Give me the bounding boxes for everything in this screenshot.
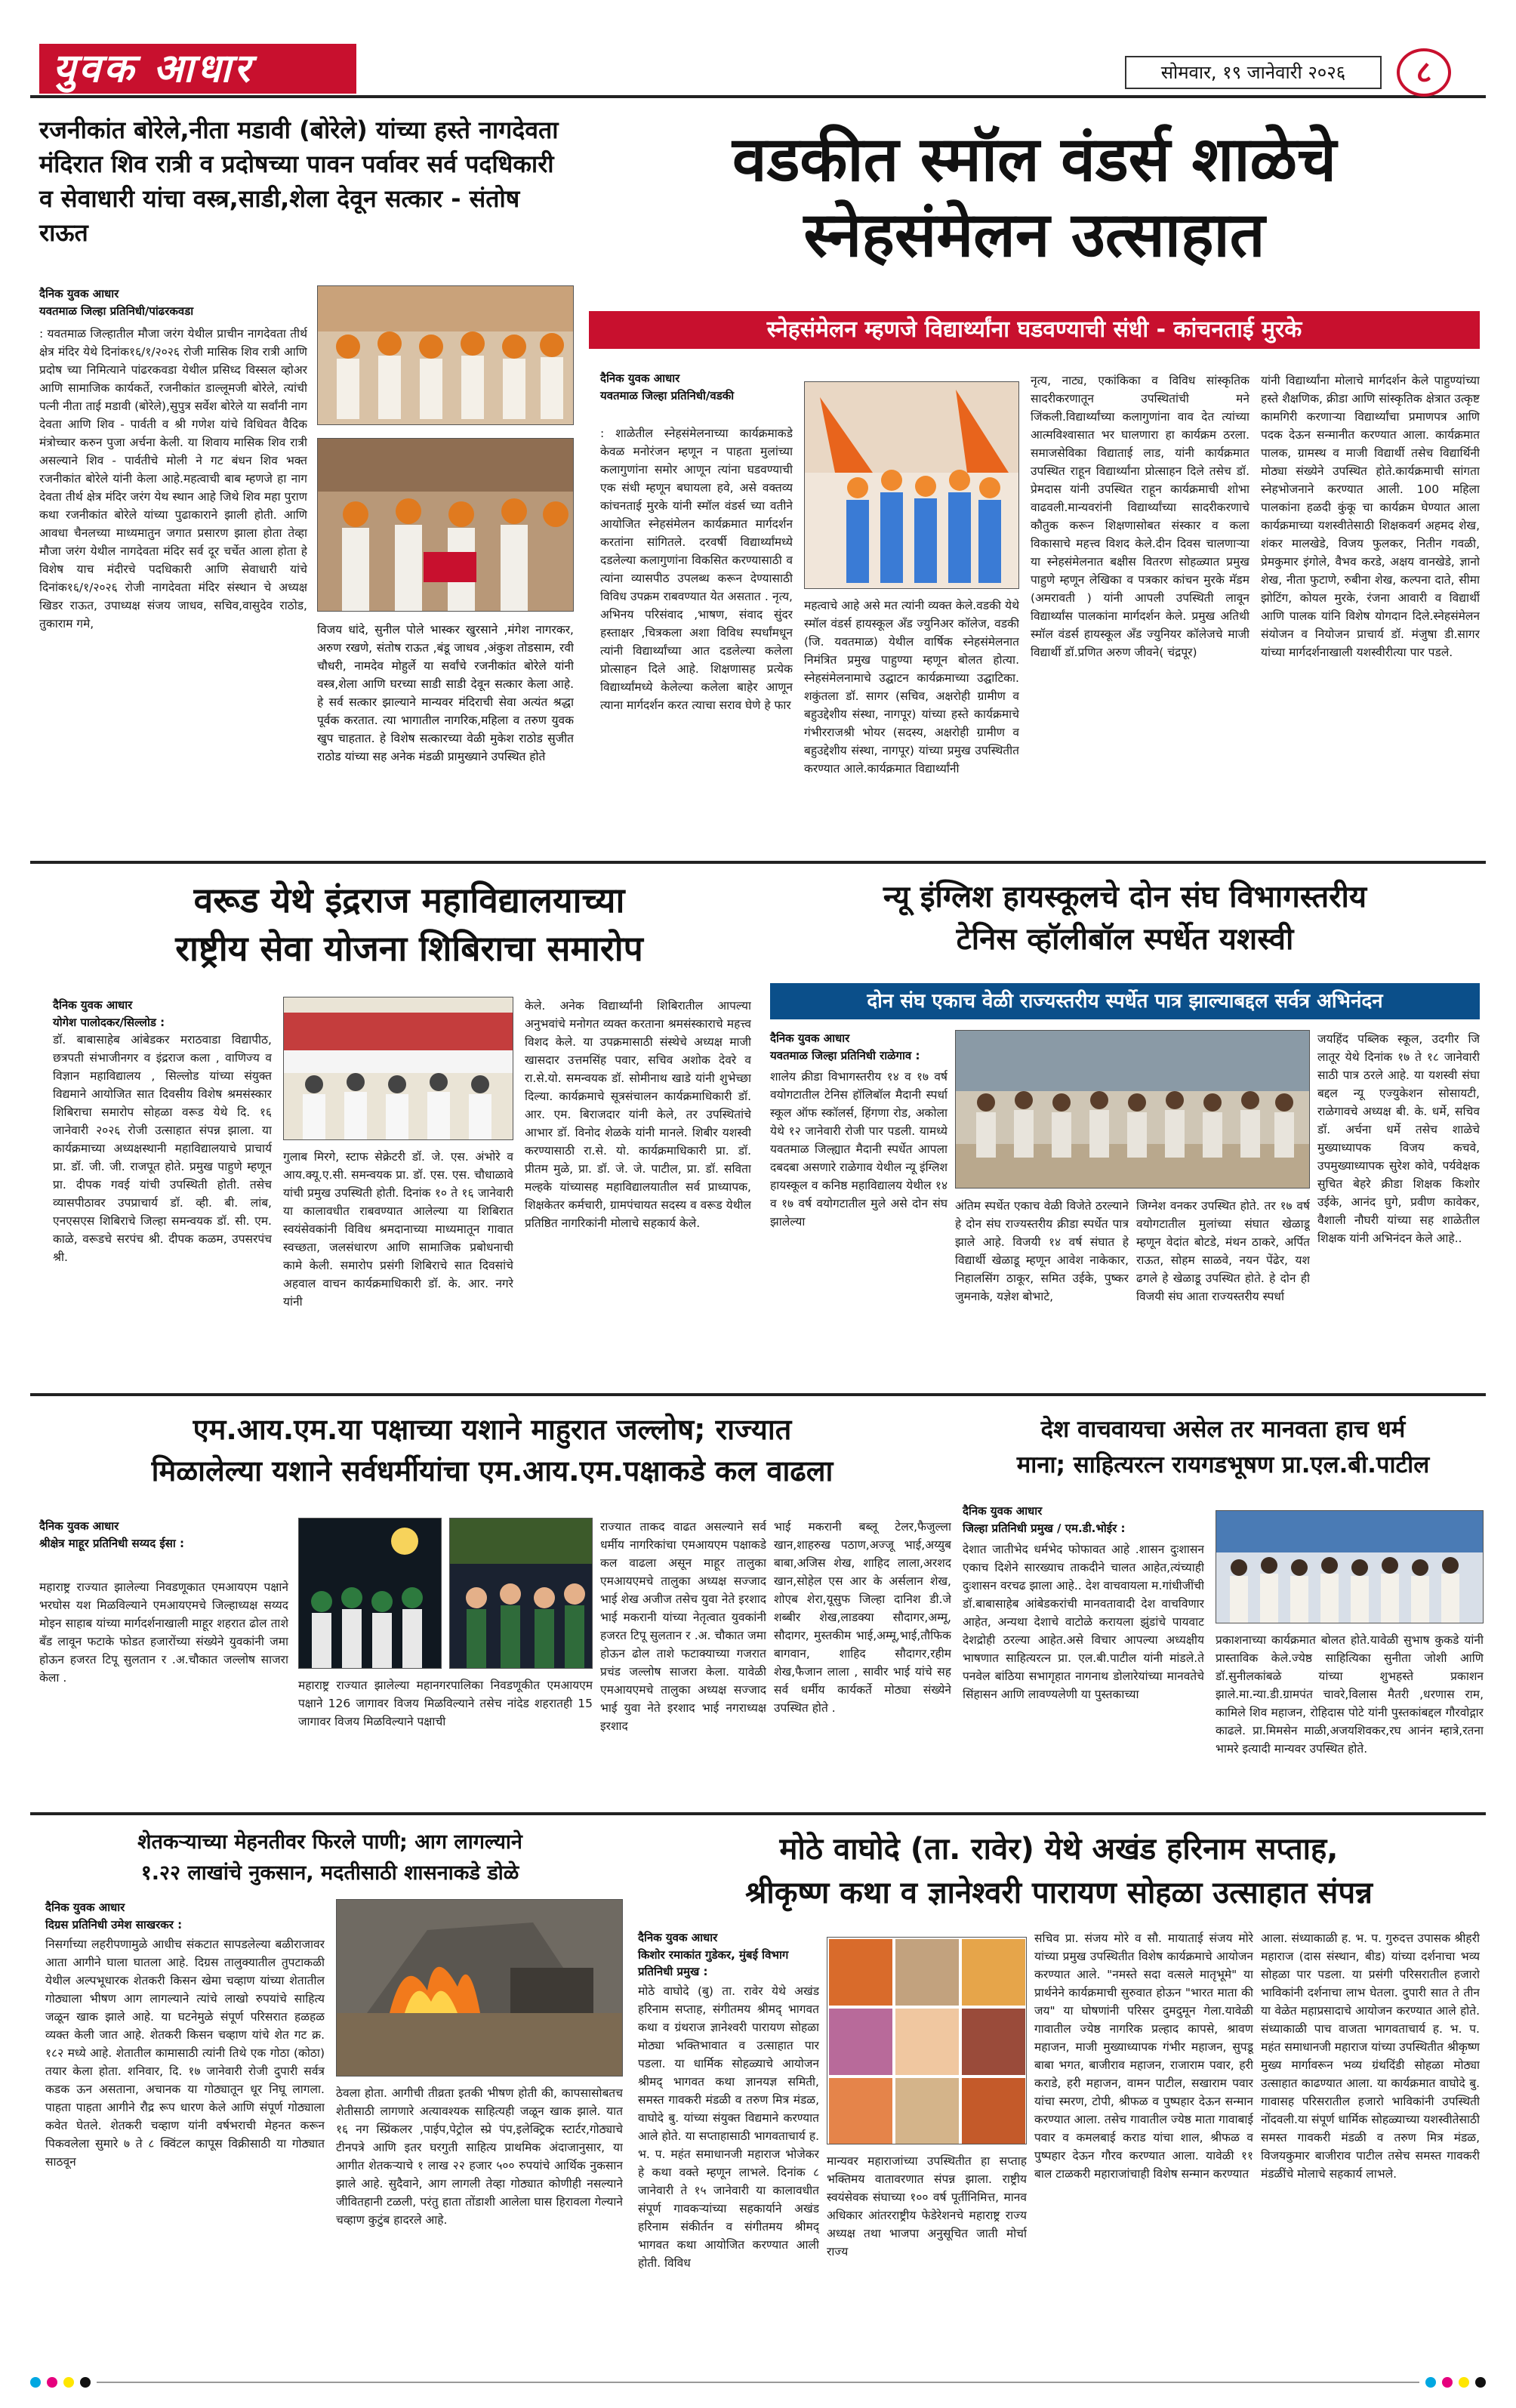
article5-byline-place: श्रीक्षेत्र माहूर प्रतिनिधी सय्यद ईसा :: [39, 1536, 185, 1550]
article1-body: : यवतमाळ जिल्हातील मौजा जरंग येथील प्राचीन नागदेवता तीर्थ क्षेत्र मंदिर येथे दिनांक१६/१/२०२६ रोजी मासिक शिव रात्री आणि प्रदोष च्या निमित्याने पांढरकवडा येथील प्रसिध्द विस्सल व्होअर आणि सामाजिक कार्यकर्ते, रजनीकांत डाल्लूमजी बोरेले, त्यांची पत्नी नीता ताई मडावी (बोरेले),सुपुत्र सर्वेश बोरेले या सर्वांनी नाग देवता आणि शिव - पार्वती व श्री गणेश यांचे विधिवत वैदिक मंत्रोच्चार करुन पुजा अर्चना केली. या शिवाय मासिक शिव रात्री असल्याने शिव - पार्वतीचे मोली ने गट बंधन शिव भक्त रजनीकांत बोरेले यांनी केला आहे.महत्वाची बाब म्हणजे हा नाग देवता तीर्थ क्षेत्र मंदिर जरंग येथ स्थान आहे जिथे शिव महा पुराण कथा रजनीकांत बोरेले यांच्या पुढाकाराने झाली होती. आणि आवधा चैनलच्या माध्यमातुन जगात प्रसारण झाला होता तेव्हा मौजा जरंग येथील नागदेवता मंदिर सर्व दूर चर्चेत आला होता हे विशेष याच मंदीरचे पदधिकारी आणि सेवाधारी यांचे दिनांक१६/१/२०२६ रोजी नागदेवता मंदिर संस्थान चे अध्यक्ष खिडर राऊत, उपाध्यक्ष संजय जाधव, सचिव,वासुदेव राठोड, तुकाराम गमे,: [39, 327, 307, 631]
article4-col4: जयहिंद पब्लिक स्कूल, उदगीर जि लातूर येथे दिनांक १७ ते १८ जानेवारी साठी पात्र ठरले आहे. या यशस्वी संघा बद्दल न्यू एज्युकेशन सोसायटी, राळेगावचे अध्यक्ष बी. के. धर्मे, सचिव डॉ. अर्चना धर्मे तसेच शाळेचे मुख्याध्यापक विजय कचवे, उपमुख्याध्यापक सुरेश कोवे, पर्यवेक्षक सुचित बेहरे क्रीडा शिक्षक किशोर उईके, आनंद घुगे, प्रवीण कावेकर, वैशाली नौघरी यांच्या सह शाळेतील शिक्षक यांनी अभिनंदन केले आहे..: [1317, 1032, 1480, 1246]
newspaper-logo: युवक आधार: [39, 44, 356, 94]
article2-col1: : शाळेतील स्नेहसंमेलनाच्या कार्यक्रमाकडे केवळ मनोरंजन म्हणून न पाहता मुलांच्या कलागुणांना समोर आणून त्यांना घडवण्याची एक संधी म्हणून बघायला हवे, असे वक्तव्य कांचनताई मुरके यांनी स्मॉल वंडर्स च्या वतीने आयोजित स्नेहसंमेलन कार्यक्रमात मार्गदर्शन करतांना सांगितले. दरवर्षी विद्यार्थ्यांमध्ये दडलेल्या कलागुणांना विकसित करण्यासाठी व त्यांना व्यासपीठ उपलब्ध करून देण्यासाठी विविध उपक्रम राबवण्यात येत असतात . नृत्य, अभिनय परिसंवाद ,भाषण, संवाद सुंदर हस्ताक्षर ,चित्रकला अशा विविध स्पर्धांमधून त्यांनी विद्यार्थ्यांच्या आत दडलेल्या कलेला प्रोत्साहन दिले आहे. शिक्षणासह प्रत्येक विद्यार्थ्यांमध्ये केलेल्या कलेला बाहेर आणून त्याना मार्गदर्शन करत त्याचा सराव घेणे हे फार: [600, 427, 793, 713]
article8-byline-place: किशोर रमाकांत गुडेकर, मुंबई विभाग प्रतिनिधी प्रमुख :: [638, 1947, 789, 1978]
article6-headline-line1: देश वाचवायचा असेल तर मानवता हाच धर्म: [1040, 1416, 1406, 1443]
article5-col2: महाराष्ट्र राज्यात झालेल्या महानगरपालिका निवडणूकीत एमआयएम पक्षाने 126 जागावर विजय मिळविल्याने तसेच नांदेड शहरातही 15 जागावर विजय मिळविल्याने पक्षाची: [298, 1679, 593, 1729]
article1-continued: विजय धांदे, सुनील पोले भास्कर खुरसाने ,मंगेश नागरकर, अरुण रखणे, संतोष राऊत ,बंडू जाधव ,अंकुश तोडसाम, रवी चौधरी, नामदेव मोहुर्ले या सर्वांचे रजनीकांत बोरेले यांनी वस्त्र,शेला आणि घरच्या साडी साडी देवून सत्कार केला आहे. हे सर्व सत्कार झाल्याने मान्यवर मंदिराची सेवा अत्यंत श्रद्धा पूर्वक करतात. त्या भागातील नागरिक,महिला व तरुण युवक खुप चाहतात. हे विशेष सत्कारच्या वेळी मुकेश राठोड सुजीत राठोड यांच्या सह अनेक मंडळी प्रामुख्याने उपस्थित होते: [317, 623, 574, 764]
article2-byline-paper: दैनिक युवक आधार: [600, 372, 680, 385]
article8-col4: आला. संध्याकाळी ह. भ. प. गुरुदत्त उपासक श्रीहरी महाराज (दास संस्थान, बीड) यांच्या दर्शनाचा भव्य सोहळा पार पडला. या प्रसंगी परिसरातील हजारो भाविकांनी दर्शनाचा लाभ घेतला. दुपारी सात ते तीन या वेळेत महाप्रसादाचे आयोजन करण्यात आले होते. संध्याकाळी पाच वाजता भागवताचार्य ह. भ. प. महंत समाधानजी महाराज यांच्या उपस्थितीत श्रीकृष्ण मुख्य मार्गावरून भव्य ग्रंथदिंडी सोहळा मोठ्या उत्साहात काढण्यात आला. या कार्यक्रमात वाघोदे बु. गावासह परिसरातील हजारो भाविकांनी उपस्थिती नोंदवली.या संपूर्ण धार्मिक सोहळ्याच्या यशस्वीतेसाठी समस्त गावकरी मंडळी व तरुण मित्र मंडळ, विजयकुमार बाजीराव पाटील तसेच समस्त गावकरी मंडळींचे मोलाचे सहकार्य लाभले.: [1261, 1932, 1480, 2181]
article8-headline-line2: श्रीकृष्ण कथा व ज्ञानेश्वरी पारायण सोहळा उत्साहात संपन्न: [745, 1876, 1373, 1910]
article6-byline-place: जिल्हा प्रतिनिधी प्रमुख / एम.डी.भोईर :: [963, 1521, 1126, 1535]
article8-col3: सचिव प्रा. संजय मोरे व सौ. मायाताई संजय मोरे यांच्या प्रमुख उपस्थितीत विशेष कार्यक्रमाचे आयोजन करण्यात आले. "नमस्ते सदा वत्सले मातृभूमे" या प्रार्थनेने कार्यक्रमाची सुरुवात होऊन "भारत माता की जय" या घोषणांनी परिसर दुमदुमून गेला.यावेळी गावातील ज्येष्ठ नागरिक प्रल्हाद कापसे, श्रावण महाजन, माजी मुख्याध्यापक गंभीर महाजन, सुपडू बाबा भगत, बाजीराव महाजन, राजाराम पवार, हरी कराडे, हरी महाजन, वामन पाटील, सखाराम पवार यांचा स्मरण, टोपी, श्रीफळ व पुष्पहार देऊन सन्मान करण्यात आला. तसेच गावातील ज्येष्ठ माता गावाबाई पवार व कमलबाई कराड यांचा शाल, श्रीफळ व पुष्पहार देऊन गौरव करण्यात आला. यावेळी ११ बाल टाळकरी महाराजांचाही विशेष सन्मान करण्यात: [1034, 1932, 1253, 2181]
article5-col1: महाराष्ट्र राज्यात झालेल्या निवडणूकात एमआयएम पक्षाने भरघोस यश मिळविल्याने एमआयएमचे जिल्हाध्यक्ष सय्यद मोइन साहाब यांच्या मार्गदर्शनाखाली माहूर शहरात ढोल ताशे बँड लावून फटाके फोडत हजारोंच्या संख्येने युवकांनी जमा होऊन हजरत टिपू सुलतान र .अ.चौकात जल्लोष साजरा केला .: [39, 1580, 288, 1685]
registration-rule: [97, 2382, 1419, 2383]
article8-headline-line1: मोठे वाघोदे (ता. रावेर) येथे अखंड हरिनाम सप्ताह,: [779, 1832, 1339, 1867]
article6-col1: देशात जातीभेद धर्मभेद फोफावत आहे .शासन दुःशासन एकाच दिशेने सारख्याच ताकदीने चालत आहेत,त्यंच्याही दुःशासन वरचढ झाला आहे.. देश वाचवायला म.गांधीजींची डॉ.बाबासाहेब आंबेडकरांची मानवतावादी देश वाचविणार आहेत, अन्यथा देशाचे वाटोळे करायला झुंडांचे पायवाट देशद्रोही ठरल्या आहेत.असे विचार आपल्या अध्यक्षीय भाषणात साहित्यरत्न प्रा. एल.बी.पाटील यांनी मांडले.ते पनवेल बांठिया सभागृहात नागनाथ डोलारेयांच्या मानवतेचे सिंहासन आणि लावण्यलेणी या पुस्तकाच्या: [963, 1543, 1204, 1702]
article8-col2: मान्यवर महाराजांच्या उपस्थितीत हा सप्ताह भक्तिमय वातावरणात संपन्न झाला. राष्ट्रीय स्वयंसेवक संघाच्या १०० वर्ष पूर्तीनिमित्त, मानव अधिकार आंतरराष्ट्रीय फेडेरेशनचे महाराष्ट्र राज्य अध्यक्ष तथा भाजपा अनुसूचित जाती मोर्चा राज्य: [827, 2154, 1027, 2259]
article8-col1: मोठे वाघोदे (बु) ता. रावेर येथे अखंड हरिनाम सप्ताह, संगीतमय श्रीमद् भागवत कथा व ग्रंथराज ज्ञानेश्वरी पारायण सोहळा मोठ्या भक्तिभावात व उत्साहात पार पडला. या धार्मिक सोहळ्याचे आयोजन श्रीमद् भागवत कथा ज्ञानयज्ञ समिती, समस्त गावकरी मंडळी व तरुण मित्र मंडळ, वाघोदे बु. यांच्या संयुक्त विद्यमाने करण्यात आले होते. या सप्ताहासाठी भागवताचार्य ह. भ. प. महंत समाधानजी महाराज भोजेकर हे कथा वक्ते म्हणून लाभले. दिनांक ८ जानेवारी ते १५ जानेवारी या कालावधीत संपूर्ण गावकऱ्यांच्या सहकार्याने अखंड हरिनाम संकीर्तन व संगीतमय श्रीमद् भागवत कथा आयोजित करण्यात आली होती. विविध: [638, 1984, 819, 2271]
article7-byline-paper: दैनिक युवक आधार: [45, 1901, 125, 1914]
article4-headline-line2: टेनिस व्हॉलीबॉल स्पर्धेत यशस्वी: [956, 922, 1294, 957]
article7-col1: निसर्गाच्या लहरीपणामुळे आधीच संकटात सापडलेल्या बळीराजावर आता आगीने घाला घातला आहे. दिग्रस तालुक्यातील तुपटाकळी येथील अल्पभूधारक शेतकरी किसन खेमा चव्हाण यांच्या शेतातील गोठ्याला भीषण आग लागल्याने त्यांचे लाखो रुपयांचे साहित्य जळून खाक झाले आहे. या घटनेमुळे संपूर्ण परिसरात हळहळ व्यक्त केली जात आहे. शेतकरी किसन चव्हाण यांचे शेत गट क्र. १८२ मध्ये आहे. शेतातील कामासाठी त्यांनी तिथे एक गोठा (कोठा) तयार केला होता. शनिवार, दि. १७ जानेवारी रोजी दुपारी सर्वत्र कडक ऊन असताना, अचानक या गोठ्यातून धूर निघू लागला. पाहता पाहता आगीने रौद्र रूप धारण केले आणि संपूर्ण गोठ्याला कवेत घेतले. शेतकरी चव्हाण यांनी वर्षभराची मेहनत करून पिकवलेला सुमारे ७ ते ८ क्विंटल कापूस विक्रीसाठी या गोठ्यात साठवून: [45, 1938, 325, 2169]
article6-headline: [963, 1412, 1484, 1482]
registration-mark-yellow: [63, 2377, 74, 2388]
article8-headline: [638, 1827, 1480, 1915]
article3-col3: केले. अनेक विद्यार्थ्यांनी शिबिरातील आपल्या अनुभवांचे मनोगत व्यक्त करताना श्रमसंस्काराचे महत्त्व विशद केले. या उपक्रमासाठी संस्थेचे अध्यक्ष माजी खासदार उत्तमसिंह पवार, सचिव अशोक देवरे व रा.से.यो. समन्वयक डॉ. सोमीनाथ खाडे यांनी शुभेच्छा दिल्या. कार्यक्रमाचे सूत्रसंचालन कार्यक्रमाधिकारी डॉ. आर. एम. बिराजदार यांनी केले, तर उपस्थितांचे आभार डॉ. विनोद शेळके यांनी मानले. शिबीर यशस्वी करण्यासाठी रा.से. यो. कार्यक्रमाधिकारी प्रा. डॉ. प्रीतम मुळे, प्रा. डॉ. जे. जे. पाटील, प्रा. डॉ. सविता मल्हके यांच्यासह महाविद्यालयातील सर्व प्राध्यापक, शिक्षकेतर कर्मचारी, ग्रामपंचायत सदस्य व वरूड येथील प्रतिष्ठित नागरिकांनी मोलाचे सहकार्य केले.: [525, 999, 751, 1231]
article4-col1: शालेय क्रीडा विभागस्तरीय १४ व १७ वर्ष वयोगटातील टेनिस हॉलिबॉल मैदानी स्पर्धा स्कूल ऑफ स्कॉलर्स, हिंगणा रोड, अकोला येथे १२ जानेवारी रोजी पार पडली. यामध्ये यवतमाळ जिल्ह्यात मैदानी स्पर्धेत आपला दबदबा असणारे राळेगाव येथील न्यू इंग्लिश हायस्कूल व कनिष्ठ महाविद्यालय येथील १४ व १७ वर्ष वयोगटातील मुले असे दोन संघ झालेल्या: [770, 1070, 948, 1229]
page-number: ८: [1397, 48, 1451, 97]
article4-byline-paper: दैनिक युवक आधार: [770, 1031, 850, 1045]
article2-subhead: स्नेहसंमेलन म्हणजे विद्यार्थ्यांना घडवण्याची संधी - कांचनताई मुरके: [589, 311, 1480, 349]
registration-mark-black: [80, 2377, 91, 2388]
section-divider-3: [30, 1812, 1486, 1815]
article7-col2: ठेवला होता. आगीची तीव्रता इतकी भीषण होती की, कापसासोबतच शेतीसाठी लागणारे अत्यावश्यक साहित्यही जळून खाक झाले. यात १६ नग स्प्रिंकलर ,पाईप,पेट्रोल स्प्रे पंप,इलेक्ट्रिक स्टार्टर,गोठ्याचे टीनपत्रे आणि इतर घरगुती साहित्य प्राथमिक अंदाजानुसार, या आगीत शेतकऱ्याचे १ लाख २२ हजार ५०० रुपयांचे आर्थिक नुकसान झाले आहे. सुदैवाने, आग लागली तेव्हा गोठ्यात कोणीही नसल्याने जीवितहानी टळली, परंतु हाता तोंडाशी आलेला घास हिरावला गेल्याने चव्हाण कुटुंब हादरले आहे.: [336, 2086, 623, 2228]
article7-photo: [336, 1899, 623, 2077]
article5-headline-line1: एम.आय.एम.या पक्षाच्या यशाने माहुरात जल्लोष; राज्यात: [193, 1413, 792, 1446]
article1-byline-place: यवतमाळ जिल्हा प्रतिनिधी/पांढरकवडा: [39, 304, 194, 318]
article5-byline-paper: दैनिक युवक आधार: [39, 1519, 119, 1533]
article4-headline: [770, 876, 1480, 960]
article2-headline: [589, 122, 1480, 273]
article8-photo-collage: [827, 1937, 1027, 2144]
article4-col2: अंतिम स्पर्धेत एकाच वेळी विजेते ठरल्याने हे दोन संघ राज्यस्तरीय क्रीडा स्पर्धेत पात्र झाले आहे. विजयी १४ वर्ष संघात हे विद्यार्थी खेळाडू म्हणून आवेश नाकेकार, निहालसिंग ठाकूर, समित उईके, पुष्कर जुमनाके, यज्ञेश बोभाटे,: [955, 1199, 1129, 1304]
registration-mark-magenta: [47, 2377, 57, 2388]
article7-headline-line2: १.२२ लाखांचे नुकसान, मदतीसाठी शासनाकडे डोळे: [140, 1861, 519, 1885]
article5-byline: [39, 1518, 288, 1552]
article1-headline: रजनीकांत बोरेले,नीता मडावी (बोरेले) यांच्या हस्ते नागदेवता मंदिरात शिव रात्री व प्रदोषच्या पावन पर्वावर सर्व पदधिकारी व सेवाधारी यांचा वस्त्र,साडी,शेला देवून सत्कार - संतोष राऊत: [39, 116, 559, 248]
issue-date: सोमवार, १९ जानेवारी २०२६: [1125, 56, 1382, 89]
article2-col4: यांनी विद्यार्थ्यांना मोलाचे मार्गदर्शन केले पाहुण्यांच्या हस्ते शैक्षणिक, क्रीडा आणि सांस्कृतिक क्षेत्रात उत्कृष्ट कामगिरी करणाऱ्या विद्यार्थ्यांचा प्रमाणपत्र आणि पदक देऊन सन्मानीत करण्यात आला. कार्यक्रमात पालक, ग्रामस्थ व माजी विद्यार्थी तसेच विद्यार्थिनी मोठ्या संख्येने उपस्थित होते.कार्यक्रमाची सांगता स्नेहभोजनाने करण्यात आली. 100 महिला पालकांना हळदी कुंकू चा कार्यक्रम घेण्यात आला कार्यक्रमाच्या यशस्वीतेसाठी शिक्षकवर्ग अहमद शेख, शंकर मालखेडे, विजय फुलकर, नितीन गवळी, प्रेमकुमार इंगोले, वैभव करडे, अक्षय वानखेडे, ज्ञानो शेख, नीता फुटाणे, रुबीना शेख, कल्पना दाते, सीमा झोटिंग, कोयल मुरके, रंजना आवारी व विद्यार्थी आणि पालक यांनि विशेष योगदान दिले.स्नेहसंमेलन संयोजन व नियोजन प्राचार्य डॉ. मंजुषा डी.सागर यांच्या मार्गदर्शनाखाली यशस्वीरीत्या पार पडले.: [1261, 374, 1480, 660]
article2-col2: महत्वाचे आहे असे मत त्यांनी व्यक्त केले.वडकी येथे स्मॉल वंडर्स हायस्कूल अँड ज्युनिअर कॉलेज, वडकी (जि. यवतमाळ) येथील वार्षिक स्नेहसंमेलनात निमंत्रित प्रमुख पाहुण्या म्हणून बोलत होत्या. स्नेहसंमेलनामाचे उद्घाटन कार्यक्रमाच्या उद्घाटिका. शकुंतला डॉ. सागर (सचिव, अक्षरोही ग्रामीण व बहुउद्देशीय संस्था, नागपूर) यांच्या हस्ते कार्यक्रमाचे गंभीरराजश्री भोयर (सदस्य, अक्षरोही ग्रामीण व बहुउद्देशीय संस्था, नागपूर) यांच्या प्रमुख उपस्थितीत करण्यात आले.कार्यक्रमात विद्यार्थ्यांनी: [804, 599, 1019, 776]
article4-byline-place: यवतमाळ जिल्हा प्रतिनिधी राळेगाव :: [770, 1048, 920, 1062]
article6-col2: प्रकाशनाच्या कार्यक्रमात बोलत होते.यावेळी सुभाष कुकडे यांनी प्रास्ताविक केले.ज्येष्ठ साहित्यिका सुनीता जोशी आणि डॉ.सुनीलकांबळे यांच्या शुभहस्ते प्रकाशन झाले.मा.न्या.डी.ग्रामपंत चावरे,विलास मैतरी ,धरणास राम, कामिले शिव महाजन, रोहिदास पोटे यांनी पुस्तकांबद्दल गौरवोद्गार काढले. प्रा.मिमसेन माळी,अजयशिवकर,रघ आनंन म्हात्रे,रतना भामरे इत्यादी मान्यवर उपस्थित होते.: [1216, 1633, 1484, 1756]
article7-headline-line1: शेतकऱ्याच्या मेहनतीवर फिरले पाणी; आग लागल्याने: [137, 1830, 522, 1854]
article3-headline: [39, 876, 779, 973]
registration-mark-black-2: [1475, 2377, 1486, 2388]
article5-headline: [39, 1409, 945, 1492]
article5-col3: राज्यात ताकद वाढत असल्याने सर्व धर्मीय नागरिकांचा एमआयएम पक्षाकडे कल वाढला असून माहूर तालुका एमआयएमचे तालुका अध्यक्ष सज्जाद भाई शेख अजीज तसेच युवा नेते इरशाद भाई मकरानी यांच्या नेतृत्वात युवकांनी हजरत टिपू सुलतान र .अ. चौकात जमा होऊन ढोल ताशे फटाक्याच्या गजरात प्रचंड जल्लोष साजरा केला. यावेळी एमआयएमचे तालुका अध्यक्ष सज्जाद भाई युवा नेते इरशाद भाई नगराध्यक्ष इरशाद: [600, 1520, 766, 1734]
article5-col4: भाई मकरानी बब्लू टेलर,फैजुल्ला खान,शाहरुख पठाण,अज्जू भाई,अय्युब बाबा,अजिस शेख, शाहिद लाला,अरशद खान,सोहेल एस आर के अर्सलान शेख, शोएब शेरा,यूसुफ जिल्हा दानिश डी.जे शब्बीर शेख,लाडक्या सौदागर,अम्मू, सौदागर, मुस्तकीम भाई,अम्मू,भाई,तौफिक बागवान, शाहिद सौदागर,रहीम शेख,फैजान लाला , सावीर भाई यांचे सह सर्व धर्मीय कार्यकर्ते मोठ्या संख्येने उपस्थित होते .: [774, 1520, 951, 1716]
registration-mark-cyan: [30, 2377, 41, 2388]
article5-photo: [298, 1518, 442, 1669]
article2-col3: नृत्य, नाट्य, एकांकिका व विविध सांस्कृतिक सादरीकरणातून उपस्थितांची मने जिंकली.विद्यार्थ्यांच्या कलागुणांना वाव देत त्यांच्या आत्मविश्वासात भर घालणारा हा कार्यक्रम ठरला. समाजसेविका विद्याताई लाड, यांनी कार्यक्रमात उपस्थित राहून विद्यार्थ्यांना प्रोत्साहन दिले तसेच डॉ. प्रेमदास यांनी उपस्थित राहून कार्यक्रमाची शोभा वाढवली.मान्यवरांनी विद्यार्थ्यांच्या सादरीकरणाचे कौतुक करून शिक्षणासोबत संस्कार व कला विकासाचे महत्त्व विशद केले.दीन दिवस चालणाऱ्या या स्नेहसंमेलनात बक्षीस वितरण सोहळ्यात प्रमुख पाहुणे म्हणून लेखिका व पत्रकार कांचन मुरके मॅडम (अमरावती ) यांनी आपली उपस्थिती लावून विद्यार्थ्यांस पालकांना मार्गदर्शन केले. प्रमुख अतिथी स्मॉल वंडर्स हायस्कूल अँड ज्युनियर कॉलेजचे माजी विद्यार्थी डॉ.प्रणित अरुण जीवने( चंद्रपूर): [1031, 374, 1249, 660]
article4-headline-line1: न्यू इंग्लिश हायस्कूलचे दोन संघ विभागस्तरीय: [883, 880, 1367, 914]
article6-byline-paper: दैनिक युवक आधार: [963, 1504, 1043, 1518]
article3-headline-line1: वरूड येथे इंद्रराज महाविद्यालयाच्या: [193, 880, 625, 920]
article4-photo: [955, 1030, 1310, 1189]
article1-byline-paper: दैनिक युवक आधार: [39, 287, 119, 301]
section-divider-2: [30, 1393, 1486, 1396]
article2-headline-line2: स्नेहसंमेलन उत्साहात: [803, 199, 1265, 272]
article1-byline: [39, 285, 311, 319]
article2-photo: [804, 381, 1019, 589]
article1-photo-top: [317, 285, 574, 425]
article7-byline: [45, 1899, 332, 1933]
article3-col1: डॉ. बाबासाहेब आंबेडकर मराठवाडा विद्यापीठ, छत्रपती संभाजीनगर व इंद्रराज कला , वाणिज्य व विज्ञान महाविद्यालय , सिल्लोड यांच्या संयुक्त विद्यमाने आयोजित सात दिवसीय विशेष श्रमसंस्कार शिबिराचा समारोप सोहळा वरूड येथे दि. १६ जानेवारी २०२६ रोजी उत्साहात संपन्न झाला. या कार्यक्रमाच्या अध्यक्षस्थानी महाविद्यालयाचे प्राचार्य प्रा. डॉ. जी. जी. राजपूत होते. प्रमुख पाहुणे म्हणून प्रा. दीपक गवई यांची उपस्थिती होती. तसेच व्यासपीठावर उपप्राचार्य डॉ. व्ही. बी. लांब, एनएसएस शिबिराचे जिल्हा समन्वयक डॉ. सी. एम. काळे, वरूडचे सरपंच श्री. दीपक कळम, उपसरपंच श्री.: [53, 1033, 272, 1265]
article2-byline: [600, 370, 797, 404]
article3-byline: [53, 997, 279, 1031]
article5-headline-line2: मिळालेल्या यशाने सर्वधर्मीयांचा एम.आय.एम.पक्षाकडे कल वाढला: [151, 1454, 833, 1488]
registration-mark-yellow-2: [1459, 2377, 1469, 2388]
article6-photo: [1216, 1510, 1484, 1623]
article5-photo-2: [449, 1518, 593, 1669]
article7-byline-place: दिग्रस प्रतिनिधी उमेश साखरकर :: [45, 1917, 183, 1932]
article1-photo-bottom: [317, 438, 574, 612]
article3-headline-line2: राष्ट्रीय सेवा योजना शिबिराचा समारोप: [175, 928, 643, 970]
article8-byline: [638, 1929, 819, 1981]
article3-col2: गुलाब मिरगे, स्टाफ सेक्रेटरी डॉ. जे. एस. अंभोरे व आय.क्यू.ए.सी. समन्वयक प्रा. डॉ. एस. एस. चौधाळावे यांची प्रमुख उपस्थिती होती. दिनांक १० ते १६ जानेवारी या कालावधीत राबवण्यात आलेल्या या शिबिरात स्वयंसेवकांनी विविध श्रमदानाच्या माध्यमातून गावात स्वच्छता, जलसंधारण आणि सामाजिक प्रबोधनाची कामे केली. समारोप प्रसंगी शिबिराचे सात दिवसांचे अहवाल वाचन कार्यक्रमाधिकारी डॉ. के. आर. नगरे यांनी: [283, 1150, 513, 1309]
article7-headline: [39, 1827, 621, 1888]
article4-subhead: दोन संघ एकाच वेळी राज्यस्तरीय स्पर्धेत पात्र झाल्याबद्दल सर्वत्र अभिनंदन: [770, 983, 1480, 1019]
article3-photo: [283, 997, 513, 1140]
article3-byline-place: योगेश पालोदकर/सिल्लोड :: [53, 1015, 165, 1029]
article4-byline: [770, 1030, 966, 1064]
article2-headline-line1: वडकीत स्मॉल वंडर्स शाळेचे: [732, 124, 1337, 196]
registration-mark-cyan-2: [1425, 2377, 1436, 2388]
article4-col3: जिग्नेश वनकर उपस्थित होते. तर १७ वर्ष वयोगटातील मुलांच्या संघात खेळाडू म्हणून वेदांत बोटडे, मंथन ठाकरे, अर्पित राऊत, सोहम साळवे, नयन पेंढेर, यश ढगले हे खेळाडू उपस्थित होते. हे दोन ही विजयी संघ आता राज्यस्तरीय स्पर्धा: [1136, 1199, 1310, 1304]
article6-headline-line2: माना; साहित्यरत्न रायगडभूषण प्रा.एल.बी.पाटील: [1016, 1451, 1430, 1478]
registration-mark-magenta-2: [1442, 2377, 1453, 2388]
article8-byline-paper: दैनिक युवक आधार: [638, 1931, 718, 1944]
section-divider-1: [30, 861, 1486, 864]
article3-byline-paper: दैनिक युवक आधार: [53, 998, 133, 1012]
article2-byline-place: यवतमाळ जिल्हा प्रतिनिधी/वडकी: [600, 388, 735, 402]
print-registration-strip: [30, 2371, 1486, 2394]
